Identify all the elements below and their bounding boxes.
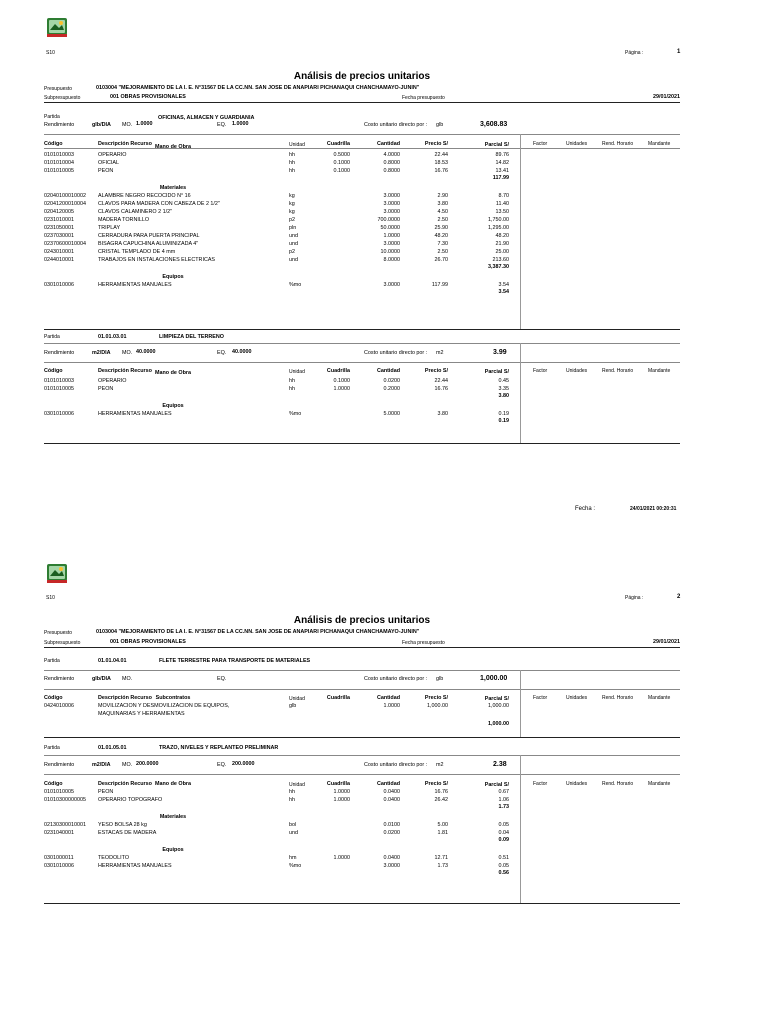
resource-group-title: Equipos xyxy=(162,403,184,409)
eq-value: 200.0000 xyxy=(232,761,255,767)
col-codigo: Código xyxy=(44,781,63,787)
fecha-value: 24/01/2021 00:20:31 xyxy=(630,506,677,512)
partida-code: 01.01.05.01 xyxy=(98,745,127,751)
resource-cuadrilla: 0.1000 xyxy=(333,378,350,384)
col-precio: Precio S/ xyxy=(424,368,448,374)
costo-label: Costo unitario directo por : xyxy=(364,350,428,356)
col-cuadrilla: Cuadrilla xyxy=(326,141,350,147)
resource-code: 0301010006 xyxy=(44,282,74,288)
col-descripcion: Descripción Recurso xyxy=(98,368,152,374)
costo-label: Costo unitario directo por : xyxy=(364,762,428,768)
divider xyxy=(44,443,680,444)
resource-code: 0204120005 xyxy=(44,209,74,215)
resource-description: PEON xyxy=(98,789,114,795)
resource-cantidad: 50.0000 xyxy=(380,225,400,231)
divider xyxy=(44,903,680,904)
page-number: 2 xyxy=(677,594,681,600)
resource-code: 02370600010004 xyxy=(44,241,86,247)
resource-unit: hh xyxy=(289,152,295,158)
resource-precio: 48.20 xyxy=(434,233,448,239)
resource-cantidad: 0.2000 xyxy=(383,386,400,392)
mo-label: MO. xyxy=(122,762,133,768)
col-rend-horario: Rend. Horario xyxy=(602,695,634,701)
column-divider xyxy=(520,134,521,329)
resource-unit: kg xyxy=(289,193,295,199)
col-descripcion: Descripción Recurso xyxy=(98,781,152,787)
rendimiento-label: Rendimiento xyxy=(44,122,75,128)
col-factor: Factor xyxy=(533,368,548,374)
resource-code: 01010300000005 xyxy=(44,797,86,803)
resource-code: 0301010006 xyxy=(44,411,74,417)
resource-parcial: 89.76 xyxy=(495,152,509,158)
resource-precio: 25.90 xyxy=(434,225,448,231)
group-subtotal: 1.73 xyxy=(498,804,509,810)
resource-parcial: 13.41 xyxy=(495,168,509,174)
col-factor: Factor xyxy=(533,781,548,787)
divider xyxy=(44,647,680,648)
col-cantidad: Cantidad xyxy=(376,781,400,787)
col-descripcion: Descripción Recurso xyxy=(98,695,152,701)
divider xyxy=(44,134,680,135)
resource-cantidad: 700.0000 xyxy=(377,217,400,223)
page-number: 1 xyxy=(677,49,681,55)
resource-cantidad: 3.0000 xyxy=(383,201,400,207)
resource-code: 0101010003 xyxy=(44,378,74,384)
resource-cuadrilla: 1.0000 xyxy=(333,789,350,795)
column-divider xyxy=(520,343,521,443)
divider xyxy=(44,329,680,330)
resource-cantidad: 3.0000 xyxy=(383,241,400,247)
eq-label: EQ. xyxy=(217,676,227,682)
group-subtotal: 0.19 xyxy=(498,418,509,424)
divider xyxy=(44,737,680,738)
resource-cantidad: 0.8000 xyxy=(383,168,400,174)
rendimiento-label: Rendimiento xyxy=(44,676,75,682)
mo-value: 40.0000 xyxy=(136,349,156,355)
resource-unit: %mo xyxy=(289,863,302,869)
col-codigo: Código xyxy=(44,695,63,701)
resource-code: 0231040001 xyxy=(44,830,74,836)
mo-value: 200.0000 xyxy=(136,761,159,767)
resource-unit: %mo xyxy=(289,411,302,417)
partida-code: 01.01.03.01 xyxy=(98,334,127,340)
subpresupuesto-value: 001 OBRAS PROVISIONALES xyxy=(110,94,186,100)
resource-precio: 22.44 xyxy=(434,152,448,158)
resource-group-title: Materiales xyxy=(159,814,187,820)
divider xyxy=(44,102,680,103)
resource-cantidad: 4.0000 xyxy=(383,152,400,158)
col-cantidad: Cantidad xyxy=(376,695,400,701)
divider xyxy=(44,689,680,690)
resource-precio: 18.53 xyxy=(434,160,448,166)
resource-description: MOVILIZACION Y DESMOVILIZACION DE EQUIPOS, xyxy=(98,703,230,709)
divider xyxy=(44,774,680,775)
resource-precio: 4.50 xyxy=(437,209,448,215)
rendimiento-label: Rendimiento xyxy=(44,762,75,768)
eq-label: EQ. xyxy=(217,122,227,128)
column-divider xyxy=(520,670,521,737)
resource-cuadrilla: 0.1000 xyxy=(333,168,350,174)
report-title: Análisis de precios unitarios xyxy=(293,71,431,82)
resource-cantidad: 5.0000 xyxy=(383,411,400,417)
col-mandante: Mandante xyxy=(648,141,671,147)
resource-precio: 2.50 xyxy=(437,217,448,223)
eq-value: 1.0000 xyxy=(232,121,249,127)
resource-parcial: 48.20 xyxy=(495,233,509,239)
resource-unit: %mo xyxy=(289,282,302,288)
resource-code: 0101010005 xyxy=(44,386,74,392)
col-rend-horario: Rend. Horario xyxy=(602,781,634,787)
resource-description: OPERARIO TOPOGRAFO xyxy=(98,797,163,803)
resource-cantidad: 0.0400 xyxy=(383,789,400,795)
col-rend-horario: Rend. Horario xyxy=(602,141,634,147)
resource-unit: hh xyxy=(289,160,295,166)
mo-value: 1.0000 xyxy=(136,121,153,127)
eq-value: 40.0000 xyxy=(232,349,252,355)
resource-parcial: 0.05 xyxy=(498,863,509,869)
resource-group-title: Subcontratos xyxy=(155,695,191,701)
institution-logo xyxy=(46,16,68,38)
resource-description: MADERA TORNILLO xyxy=(98,217,150,223)
resource-cantidad: 10.0000 xyxy=(380,249,400,255)
resource-cantidad: 1.0000 xyxy=(383,703,400,709)
resource-unit: und xyxy=(289,241,298,247)
resource-code: 0101010005 xyxy=(44,168,74,174)
col-cuadrilla: Cuadrilla xyxy=(326,368,350,374)
partida-name: TRAZO, NIVELES Y REPLANTEO PRELIMINAR xyxy=(159,745,279,751)
col-mandante: Mandante xyxy=(648,368,671,374)
costo-unit: glb xyxy=(436,676,444,682)
resource-unit: hh xyxy=(289,386,295,392)
col-cantidad: Cantidad xyxy=(376,141,400,147)
resource-description-line2: MAQUINARIAS Y HERRAMIENTAS xyxy=(98,711,185,717)
resource-description: BISAGRA CAPUCHINA ALUMINIZADA 4" xyxy=(98,241,199,247)
presupuesto-value: 0103004 "MEJORAMIENTO DE LA I. E. N°31567 DE LA CC.NN. SAN JOSE DE ANAPIARI PICHANAQUI CHANCHAMAYO-JUNIN" xyxy=(96,85,420,91)
resource-parcial: 8.70 xyxy=(498,193,509,199)
resource-parcial: 1,000.00 xyxy=(488,703,509,709)
col-factor: Factor xyxy=(533,141,548,147)
group-subtotal: 1,000.00 xyxy=(488,721,509,727)
resource-description: OPERARIO xyxy=(98,378,127,384)
resource-description: TRABAJOS EN INSTALACIONES ELECTRICAS xyxy=(98,257,216,263)
resource-parcial: 0.04 xyxy=(498,830,509,836)
resource-precio: 1.81 xyxy=(437,830,448,836)
resource-unit: pln xyxy=(289,225,297,231)
col-unidades: Unidades xyxy=(566,695,588,701)
resource-description: YESO BOLSA 28 kg xyxy=(98,822,147,828)
resource-group-title: Mano de Obra xyxy=(155,144,191,150)
col-mandante: Mandante xyxy=(648,781,671,787)
col-codigo: Código xyxy=(44,141,63,147)
eq-label: EQ. xyxy=(217,762,227,768)
resource-precio: 1,000.00 xyxy=(427,703,448,709)
resource-precio: 12.71 xyxy=(434,855,448,861)
rendimiento-unit: m2/DIA xyxy=(92,350,111,356)
resource-code: 0301000011 xyxy=(44,855,74,861)
resource-unit: hm xyxy=(289,855,297,861)
col-precio: Precio S/ xyxy=(424,781,448,787)
resource-code: 0301010006 xyxy=(44,863,74,869)
resource-precio: 117.99 xyxy=(431,282,448,288)
costo-unit: m2 xyxy=(436,762,444,768)
pagina-label: Página : xyxy=(625,595,644,601)
resource-cuadrilla: 0.5000 xyxy=(333,152,350,158)
resource-description: CLAVOS CALAMINERO 2 1/2" xyxy=(98,209,173,215)
s10-label: S10 xyxy=(46,50,55,56)
resource-group-title: Equipos xyxy=(162,274,184,280)
resource-unit: und xyxy=(289,830,298,836)
resource-precio: 3.80 xyxy=(437,201,448,207)
col-rend-horario: Rend. Horario xyxy=(602,368,634,374)
col-mandante: Mandante xyxy=(648,695,671,701)
group-subtotal: 3.80 xyxy=(498,393,509,399)
resource-precio: 16.76 xyxy=(434,168,448,174)
col-unidad: Unidad xyxy=(289,369,305,375)
resource-description: CLAVOS PARA MADERA CON CABEZA DE 2 1/2" xyxy=(98,201,220,207)
resource-parcial: 3.35 xyxy=(498,386,509,392)
col-unidad: Unidad xyxy=(289,782,305,788)
fecha-label: Fecha : xyxy=(575,506,596,512)
partida-label: Partida xyxy=(44,745,60,751)
resource-parcial: 1,750.00 xyxy=(488,217,509,223)
col-parcial: Parcial S/ xyxy=(484,696,509,702)
report-title: Análisis de precios unitarios xyxy=(293,615,431,626)
resource-cantidad: 3.0000 xyxy=(383,282,400,288)
partida-name: FLETE TERRESTRE PARA TRANSPORTE DE MATERIALES xyxy=(159,658,311,664)
resource-parcial: 13.50 xyxy=(495,209,509,215)
partida-label: Partida xyxy=(44,114,60,120)
resource-description: TEODOLITO xyxy=(98,855,130,861)
resource-precio: 2.90 xyxy=(437,193,448,199)
col-cuadrilla: Cuadrilla xyxy=(326,781,350,787)
resource-cantidad: 0.0400 xyxy=(383,855,400,861)
resource-parcial: 213.60 xyxy=(492,257,509,263)
divider xyxy=(44,362,680,363)
rendimiento-unit: m2/DIA xyxy=(92,762,111,768)
fecha-presupuesto-value: 29/01/2021 xyxy=(653,94,680,100)
mo-label: MO. xyxy=(122,350,133,356)
resource-unit: hh xyxy=(289,797,295,803)
resource-cuadrilla: 1.0000 xyxy=(333,386,350,392)
costo-label: Costo unitario directo por : xyxy=(364,676,428,682)
resource-group-title: Mano de Obra xyxy=(155,781,191,787)
resource-parcial: 1.06 xyxy=(498,797,509,803)
resource-code: 0244010001 xyxy=(44,257,74,263)
subpresupuesto-label: Subpresupuesto xyxy=(44,640,81,646)
col-codigo: Código xyxy=(44,368,63,374)
pagina-label: Página : xyxy=(625,50,644,56)
resource-precio: 16.76 xyxy=(434,386,448,392)
resource-unit: und xyxy=(289,233,298,239)
col-unidades: Unidades xyxy=(566,368,588,374)
resource-unit: glb xyxy=(289,703,297,709)
partida-name: OFICINAS, ALMACEN Y GUARDIANIA xyxy=(158,115,255,121)
resource-code: 02130300010001 xyxy=(44,822,86,828)
partida-label: Partida xyxy=(44,658,60,664)
resource-unit: bol xyxy=(289,822,297,828)
resource-parcial: 0.45 xyxy=(498,378,509,384)
resource-description: HERRAMIENTAS MANUALES xyxy=(98,863,172,869)
resource-description: PEON xyxy=(98,386,114,392)
resource-code: 02040100010002 xyxy=(44,193,86,199)
resource-unit: hh xyxy=(289,168,295,174)
resource-description: HERRAMIENTAS MANUALES xyxy=(98,411,172,417)
resource-unit: kg xyxy=(289,201,295,207)
resource-precio: 5.00 xyxy=(437,822,448,828)
group-subtotal: 117.99 xyxy=(492,175,509,181)
partida-code: 01.01.04.01 xyxy=(98,658,127,664)
report-page xyxy=(0,512,768,1024)
group-subtotal: 0.56 xyxy=(498,870,509,876)
resource-cuadrilla: 0.1000 xyxy=(333,160,350,166)
resource-cantidad: 0.0200 xyxy=(383,830,400,836)
divider xyxy=(44,343,680,344)
col-unidad: Unidad xyxy=(289,696,305,702)
col-precio: Precio S/ xyxy=(424,141,448,147)
resource-description: PEON xyxy=(98,168,114,174)
rendimiento-unit: glb/DIA xyxy=(92,676,111,682)
resource-description: HERRAMIENTAS MANUALES xyxy=(98,282,172,288)
resource-cantidad: 0.8000 xyxy=(383,160,400,166)
resource-parcial: 0.51 xyxy=(498,855,509,861)
resource-description: ALAMBRE NEGRO RECOCIDO N° 16 xyxy=(98,193,191,199)
fecha-presupuesto-label: Fecha presupuesto xyxy=(402,95,445,101)
resource-code: 0243010001 xyxy=(44,249,74,255)
institution-logo xyxy=(46,562,68,584)
resource-unit: und xyxy=(289,257,298,263)
costo-unit: glb xyxy=(436,122,444,128)
col-descripcion: Descripción Recurso xyxy=(98,141,152,147)
partida-label: Partida xyxy=(44,334,60,340)
resource-unit: hh xyxy=(289,378,295,384)
resource-precio: 3.80 xyxy=(437,411,448,417)
fecha-presupuesto-label: Fecha presupuesto xyxy=(402,640,445,646)
resource-precio: 26.42 xyxy=(434,797,448,803)
resource-code: 0237030001 xyxy=(44,233,74,239)
resource-precio: 16.76 xyxy=(434,789,448,795)
resource-parcial: 0.05 xyxy=(498,822,509,828)
costo-value: 2.38 xyxy=(493,761,507,768)
divider xyxy=(44,755,680,756)
resource-unit: hh xyxy=(289,789,295,795)
resource-group-title: Equipos xyxy=(162,847,184,853)
costo-label: Costo unitario directo por : xyxy=(364,122,428,128)
resource-code: 0101010005 xyxy=(44,789,74,795)
resource-description: CRISTAL TEMPLADO DE 4 mm xyxy=(98,249,176,255)
resource-parcial: 11.40 xyxy=(495,201,509,207)
resource-cuadrilla: 1.0000 xyxy=(333,855,350,861)
eq-label: EQ. xyxy=(217,350,227,356)
resource-code: 0231010001 xyxy=(44,217,74,223)
resource-precio: 26.70 xyxy=(434,257,448,263)
resource-description: TRIPLAY xyxy=(98,225,121,231)
resource-cantidad: 8.0000 xyxy=(383,257,400,263)
resource-code: 0424010006 xyxy=(44,703,74,709)
rendimiento-unit: glb/DIA xyxy=(92,122,111,128)
s10-label: S10 xyxy=(46,595,55,601)
resource-description: OFICIAL xyxy=(98,160,119,166)
resource-description: OPERARIO xyxy=(98,152,127,158)
presupuesto-value: 0103004 "MEJORAMIENTO DE LA I. E. N°31567 DE LA CC.NN. SAN JOSE DE ANAPIARI PICHANAQUI CHANCHAMAYO-JUNIN" xyxy=(96,629,420,635)
resource-parcial: 0.19 xyxy=(498,411,509,417)
resource-unit: p2 xyxy=(289,217,295,223)
costo-value: 3,608.83 xyxy=(480,121,508,128)
group-subtotal: 0.09 xyxy=(498,837,509,843)
resource-description: CERRADURA PARA PUERTA PRINCIPAL xyxy=(98,233,200,239)
resource-parcial: 0.67 xyxy=(498,789,509,795)
resource-cantidad: 0.0100 xyxy=(383,822,400,828)
resource-code: 0101010004 xyxy=(44,160,74,166)
resource-cantidad: 1.0000 xyxy=(383,233,400,239)
resource-unit: p2 xyxy=(289,249,295,255)
subpresupuesto-value: 001 OBRAS PROVISIONALES xyxy=(110,639,186,645)
group-subtotal: 3.54 xyxy=(498,289,509,295)
col-parcial: Parcial S/ xyxy=(484,369,509,375)
resource-precio: 22.44 xyxy=(434,378,448,384)
costo-value: 1,000.00 xyxy=(480,675,508,682)
col-unidades: Unidades xyxy=(566,781,588,787)
resource-code: 0231050001 xyxy=(44,225,74,231)
resource-cantidad: 3.0000 xyxy=(383,863,400,869)
resource-code: 02041200010004 xyxy=(44,201,86,207)
presupuesto-label: Presupuesto xyxy=(44,86,73,92)
partida-name: LIMPIEZA DEL TERRENO xyxy=(159,334,224,340)
col-factor: Factor xyxy=(533,695,548,701)
resource-parcial: 25.00 xyxy=(495,249,509,255)
rendimiento-label: Rendimiento xyxy=(44,350,75,356)
resource-cantidad: 3.0000 xyxy=(383,193,400,199)
col-cuadrilla: Cuadrilla xyxy=(326,695,350,701)
resource-cuadrilla: 1.0000 xyxy=(333,797,350,803)
mo-label: MO. xyxy=(122,122,133,128)
resource-description: ESTACAS DE MADERA xyxy=(98,830,157,836)
resource-unit: kg xyxy=(289,209,295,215)
resource-cantidad: 0.0400 xyxy=(383,797,400,803)
resource-cantidad: 0.0200 xyxy=(383,378,400,384)
resource-precio: 2.50 xyxy=(437,249,448,255)
presupuesto-label: Presupuesto xyxy=(44,630,73,636)
resource-cantidad: 3.0000 xyxy=(383,209,400,215)
col-precio: Precio S/ xyxy=(424,695,448,701)
group-subtotal: 3,387.30 xyxy=(488,264,509,270)
costo-unit: m2 xyxy=(436,350,444,356)
col-parcial: Parcial S/ xyxy=(484,782,509,788)
subpresupuesto-label: Subpresupuesto xyxy=(44,95,81,101)
costo-value: 3.99 xyxy=(493,349,507,356)
fecha-presupuesto-value: 29/01/2021 xyxy=(653,639,680,645)
col-parcial: Parcial S/ xyxy=(484,142,509,148)
resource-parcial: 21.90 xyxy=(495,241,509,247)
resource-precio: 7.30 xyxy=(437,241,448,247)
col-unidades: Unidades xyxy=(566,141,588,147)
resource-parcial: 3.54 xyxy=(498,282,509,288)
resource-code: 0101010003 xyxy=(44,152,74,158)
resource-parcial: 1,295.00 xyxy=(488,225,509,231)
divider xyxy=(44,670,680,671)
resource-group-title: Materiales xyxy=(159,185,187,191)
resource-group-title: Mano de Obra xyxy=(155,370,191,376)
mo-label: MO. xyxy=(122,676,133,682)
col-cantidad: Cantidad xyxy=(376,368,400,374)
col-unidad: Unidad xyxy=(289,142,305,148)
column-divider xyxy=(520,755,521,903)
resource-precio: 1.73 xyxy=(437,863,448,869)
resource-parcial: 14.82 xyxy=(495,160,509,166)
